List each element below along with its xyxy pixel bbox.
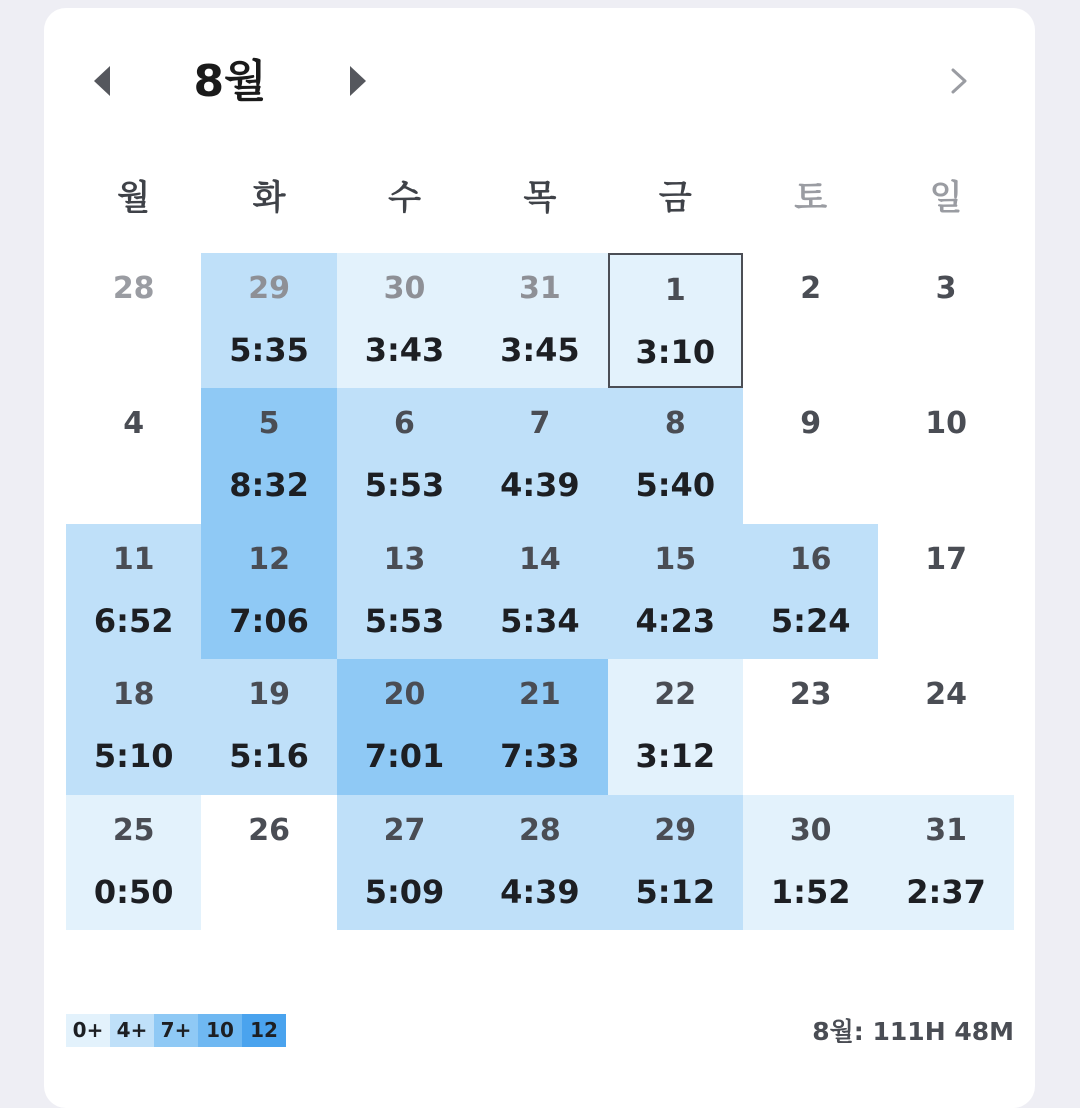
day-cell[interactable] bbox=[472, 388, 607, 523]
study-time: 7:33 bbox=[500, 737, 580, 776]
day-cell[interactable] bbox=[878, 388, 1013, 523]
day-number: 23 bbox=[789, 677, 832, 713]
study-time: 5:34 bbox=[500, 601, 580, 640]
day-cell[interactable] bbox=[878, 659, 1013, 794]
study-time: 7:01 bbox=[364, 737, 445, 776]
legend-item: 0+ bbox=[66, 1014, 110, 1047]
day-number: 28 bbox=[112, 271, 155, 306]
study-time: 5:40 bbox=[635, 466, 716, 505]
day-number: 30 bbox=[383, 271, 426, 306]
day-cell[interactable] bbox=[66, 659, 201, 794]
study-time: 7:06 bbox=[229, 601, 309, 640]
legend-item: 10 bbox=[198, 1014, 242, 1047]
study-time: 0:50 bbox=[93, 872, 174, 911]
day-number: 22 bbox=[654, 677, 697, 713]
day-number: 14 bbox=[519, 541, 561, 577]
monthly-total: 8월: 111H 48M bbox=[812, 1017, 1014, 1046]
day-number: 7 bbox=[529, 406, 551, 442]
day-number: 13 bbox=[383, 541, 426, 577]
day-number: 20 bbox=[383, 677, 426, 713]
day-number: 26 bbox=[248, 812, 290, 848]
day-number: 9 bbox=[800, 406, 822, 442]
day-cell[interactable] bbox=[608, 524, 743, 659]
study-time: 1:52 bbox=[770, 872, 851, 911]
weekday-label: 토 bbox=[794, 178, 828, 218]
day-cell[interactable] bbox=[743, 659, 878, 794]
chevron-right-icon[interactable] bbox=[946, 68, 972, 94]
day-number: 4 bbox=[123, 406, 145, 442]
day-number: 25 bbox=[112, 812, 155, 848]
day-cell[interactable] bbox=[743, 524, 878, 659]
legend-item: 7+ bbox=[154, 1014, 198, 1047]
day-cell[interactable] bbox=[337, 388, 472, 523]
day-number: 30 bbox=[789, 812, 832, 848]
study-time: 4:23 bbox=[635, 601, 716, 640]
day-cell[interactable] bbox=[743, 388, 878, 523]
weekday-label: 목 bbox=[523, 178, 557, 218]
month-title: 8월 bbox=[193, 56, 267, 107]
day-cell[interactable] bbox=[201, 659, 336, 794]
day-cell[interactable] bbox=[66, 388, 201, 523]
day-cell[interactable] bbox=[337, 253, 472, 388]
day-number: 17 bbox=[925, 541, 967, 577]
day-cell[interactable] bbox=[472, 659, 607, 794]
study-time: 4:39 bbox=[500, 466, 580, 505]
day-cell[interactable] bbox=[743, 253, 878, 388]
day-number: 11 bbox=[112, 541, 155, 577]
study-time: 3:43 bbox=[364, 331, 445, 369]
study-time: 5:53 bbox=[364, 601, 445, 640]
study-time: 4:39 bbox=[500, 872, 580, 911]
day-number: 19 bbox=[248, 677, 290, 713]
day-number: 29 bbox=[248, 271, 290, 306]
study-time: 5:10 bbox=[93, 737, 174, 776]
study-time: 2:37 bbox=[906, 872, 986, 911]
study-time: 5:09 bbox=[364, 872, 445, 911]
day-number: 16 bbox=[789, 541, 832, 577]
weekday-label: 월 bbox=[117, 178, 151, 218]
day-cell[interactable] bbox=[472, 795, 607, 930]
day-number: 15 bbox=[654, 541, 697, 577]
study-time: 6:52 bbox=[93, 601, 174, 640]
day-cell[interactable] bbox=[201, 795, 336, 930]
day-cell[interactable] bbox=[878, 795, 1013, 930]
weekday-label: 일 bbox=[929, 178, 963, 218]
day-number: 2 bbox=[800, 271, 822, 306]
day-cell[interactable] bbox=[608, 388, 743, 523]
day-number: 27 bbox=[383, 812, 426, 848]
study-time: 5:16 bbox=[229, 737, 309, 776]
day-number: 31 bbox=[519, 271, 561, 306]
study-time: 5:35 bbox=[229, 331, 309, 369]
weekday-label: 수 bbox=[388, 178, 421, 218]
prev-month-button[interactable] bbox=[94, 66, 110, 96]
day-cell[interactable] bbox=[472, 524, 607, 659]
day-cell[interactable] bbox=[608, 659, 743, 794]
day-number: 5 bbox=[258, 406, 280, 442]
day-number: 10 bbox=[925, 406, 967, 442]
day-number: 21 bbox=[519, 677, 561, 713]
day-cell[interactable] bbox=[66, 795, 201, 930]
day-number: 12 bbox=[248, 541, 290, 577]
day-cell[interactable] bbox=[743, 795, 878, 930]
day-number: 1 bbox=[664, 273, 686, 308]
study-time: 3:45 bbox=[500, 331, 580, 369]
legend-item: 4+ bbox=[110, 1014, 154, 1047]
legend-item: 12 bbox=[242, 1014, 286, 1047]
study-time: 5:53 bbox=[364, 466, 445, 505]
day-number: 18 bbox=[112, 677, 155, 713]
next-month-button[interactable] bbox=[350, 66, 366, 96]
weekday-header-row bbox=[66, 170, 1014, 226]
day-cell[interactable] bbox=[201, 524, 336, 659]
day-number: 8 bbox=[664, 406, 686, 442]
day-cell[interactable] bbox=[337, 524, 472, 659]
day-cell[interactable] bbox=[201, 253, 336, 388]
day-cell-today[interactable] bbox=[608, 253, 743, 388]
day-number: 6 bbox=[394, 406, 415, 442]
day-cell[interactable] bbox=[66, 524, 201, 659]
day-cell[interactable] bbox=[608, 795, 743, 930]
day-number: 28 bbox=[519, 812, 561, 848]
study-time: 3:10 bbox=[635, 333, 716, 371]
weekday-label: 화 bbox=[252, 178, 286, 218]
day-cell[interactable] bbox=[878, 253, 1013, 388]
day-number: 24 bbox=[925, 677, 967, 713]
study-time: 5:24 bbox=[770, 601, 851, 640]
study-time: 8:32 bbox=[229, 466, 309, 505]
day-cell[interactable] bbox=[201, 388, 336, 523]
day-number: 3 bbox=[935, 271, 957, 306]
calendar-grid bbox=[66, 253, 1014, 930]
day-number: 31 bbox=[925, 812, 967, 848]
day-cell[interactable] bbox=[66, 253, 201, 388]
day-cell[interactable] bbox=[337, 795, 472, 930]
weekday-label: 금 bbox=[658, 178, 692, 218]
study-time: 5:12 bbox=[635, 872, 716, 911]
day-cell[interactable] bbox=[878, 524, 1013, 659]
day-number: 29 bbox=[654, 812, 697, 848]
day-cell[interactable] bbox=[472, 253, 607, 388]
study-time: 3:12 bbox=[635, 737, 716, 776]
day-cell[interactable] bbox=[337, 659, 472, 794]
